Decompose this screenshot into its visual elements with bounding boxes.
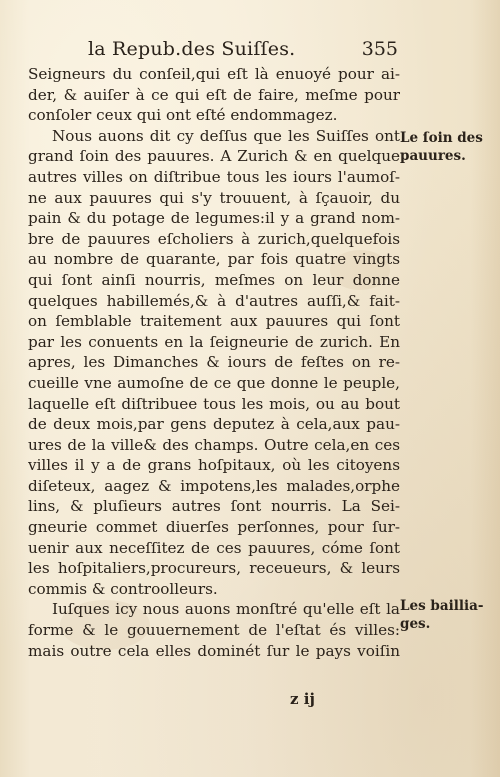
signature-mark: z ij (290, 690, 315, 708)
text-line: qui ſont ainſi nourris, meſmes on leur donne (28, 270, 400, 289)
text-line: de deux mois,par gens deputez à cela,aux pau- (28, 415, 400, 434)
running-title: la Repub.des Suiſſes. (88, 38, 296, 60)
text-line: pain & du potage de legumes:il y a grand nom- (28, 209, 400, 228)
text-line: uenir aux neceſſitez de ces pauures, cóme ſont (28, 538, 400, 557)
text-line: apres, les Dimanches & iours de feſtes on re- (28, 353, 400, 372)
marginal-note-bailliages (400, 597, 496, 633)
text-line: commis & controolleurs. (28, 579, 218, 598)
body-text (28, 64, 400, 661)
text-line: cueille vne aumoſne de ce que donne le peuple, (28, 373, 400, 392)
text-line: lins, & pluſieurs autres ſont nourris. La Sei- (28, 497, 400, 516)
text-line: Seigneurs du conſeil,qui eſt là enuoyé pour ai- (28, 65, 400, 83)
text-line: Iuſques icy nous auons monſtré qu'elle eſt la (52, 600, 400, 619)
text-line: gneurie commet diuerſes perſonnes, pour ſur- (28, 518, 400, 537)
text-line: conſoler ceux qui ont eſté endommagez. (28, 106, 338, 125)
page-number: 355 (361, 38, 398, 60)
marginal-note-poor (400, 129, 496, 165)
text-line: bre de pauures eſcholiers à zurich,quelquefois (28, 229, 400, 248)
text-line: on ſemblable traitement aux pauures qui ſont (28, 312, 400, 331)
text-line: forme & le gouuernement de l'eſtat és villes: (28, 621, 400, 640)
text-line: les hoſpitaliers,procureurs, receueurs, & leurs (28, 559, 400, 578)
text-line: Nous auons dit cy deſſus que les Suiſſes ont (52, 126, 400, 145)
text-line: der, & auiſer à ce qui eſt de faire, meſme pour (28, 85, 400, 104)
marginal-note-line: Les baillia- (400, 598, 484, 614)
text-line: ne aux pauures qui s'y trouuent, à ſçauoir, du (28, 188, 400, 207)
text-line: villes il y a de grans hoſpitaux, où les citoyens (28, 456, 400, 475)
text-line: au nombre de quarante, par fois quatre vingts (28, 250, 400, 269)
text-line: quelques habillemés,& à d'autres auſſi,& fait- (28, 291, 400, 310)
text-line: laquelle eſt diſtribuee tous les mois, ou au bout (28, 394, 400, 413)
text-line: diſeteux, aagez & impotens,les malades,orphe (28, 476, 400, 495)
text-line: mais outre cela elles dominét ſur le pays voiſin (28, 641, 400, 660)
page-header (88, 38, 398, 64)
text-line: par les conuents en la ſeigneurie de zurich. En (28, 332, 400, 351)
text-line: autres villes on diſtribue tous les iours l'aumoſ- (28, 167, 400, 186)
marginal-note-line: ges. (400, 616, 431, 632)
marginal-note-line: pauures. (400, 148, 466, 164)
marginal-note-line: Le ſoin des (400, 130, 483, 146)
text-line: grand ſoin des pauures. A Zurich & en quelque (28, 147, 400, 166)
text-line: ures de la ville& des champs. Outre cela,en ces (28, 435, 400, 454)
